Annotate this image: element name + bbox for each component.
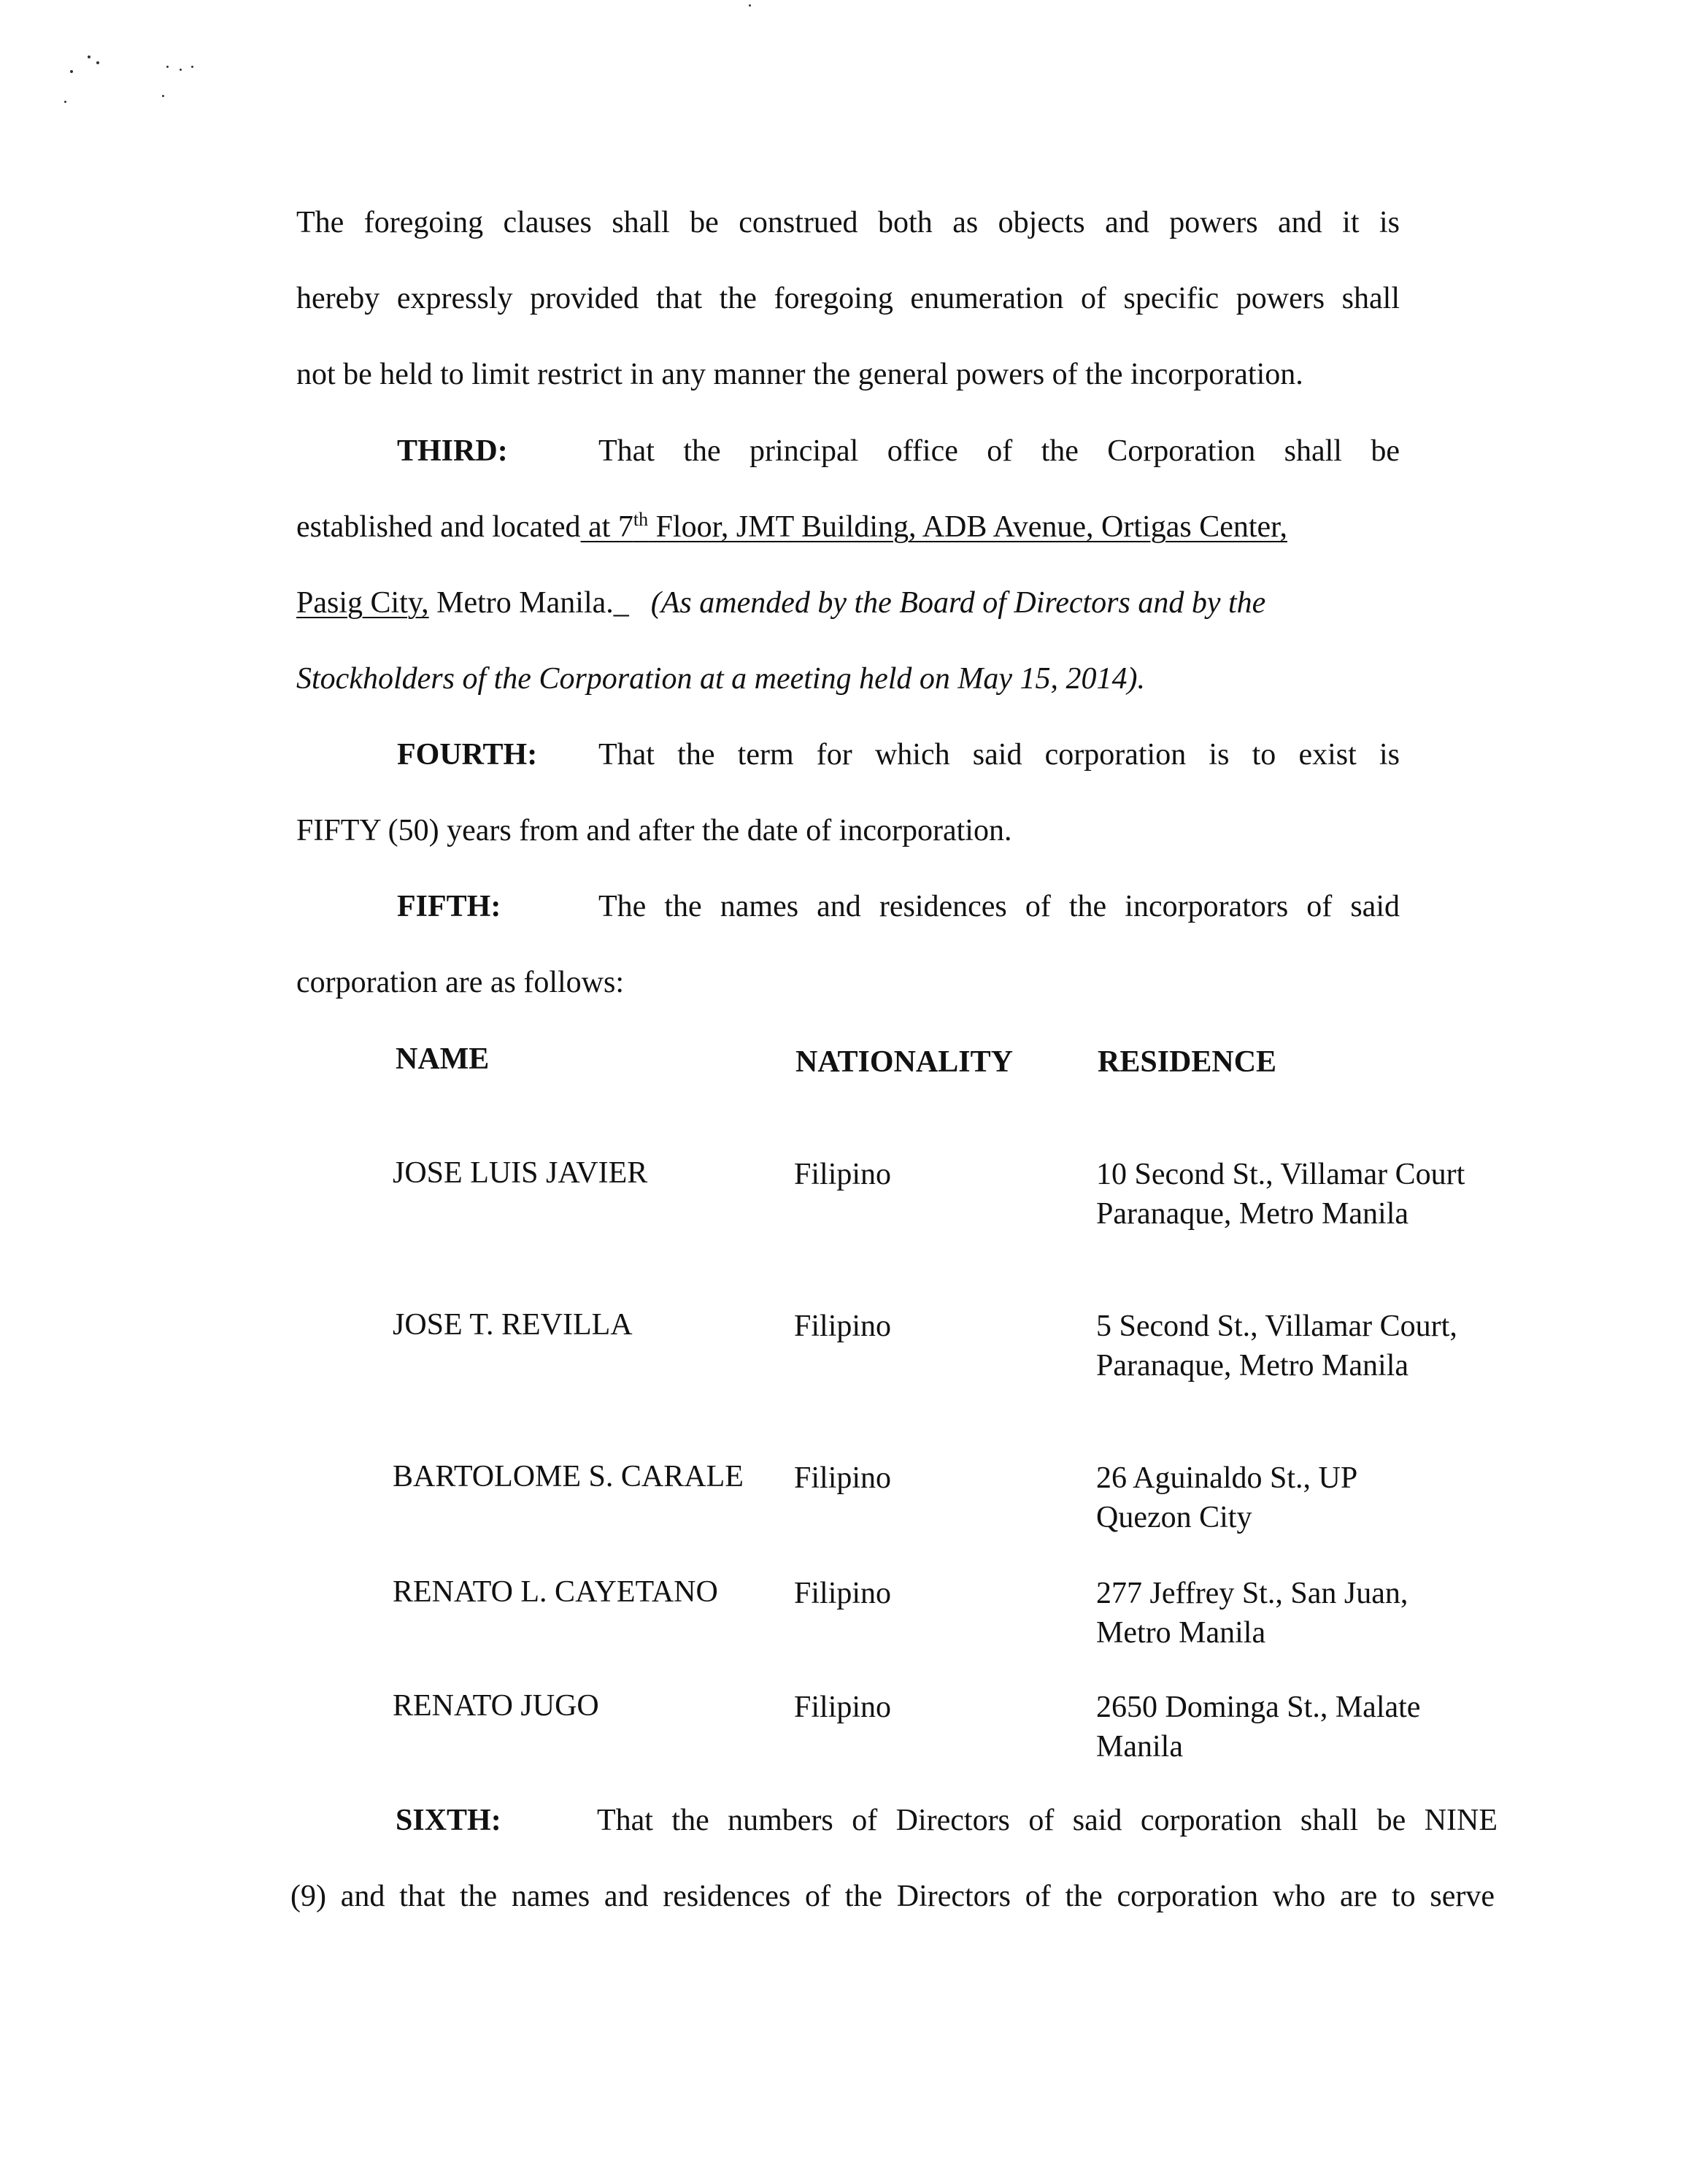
header-name: NAME — [396, 1042, 490, 1076]
incorporator-residence: 2650 Dominga St., Malate Manila — [1096, 1691, 1421, 1764]
incorporator-residence: 5 Second St., Villamar Court, Paranaque, Metro Manila — [1096, 1310, 1457, 1383]
amendment-note-continued: Stockholders of the Corporation at a meeting held on May 15, 2014). — [296, 662, 1146, 696]
third-label: THIRD: — [397, 434, 508, 468]
header-nationality: NATIONALITY — [795, 1045, 1013, 1079]
fourth-text: That the term for which said corporation is to exist is — [598, 738, 1400, 772]
incorporator-residence: 277 Jeffrey St., San Juan, Metro Manila — [1096, 1577, 1408, 1650]
incorporator-name: JOSE T. REVILLA — [393, 1308, 633, 1342]
scan-speck — [166, 66, 169, 68]
office-address — [581, 510, 1287, 544]
incorporator-residence: 26 Aguinaldo St., UP Quezon City — [1096, 1461, 1357, 1534]
sixth-continuation-line: (9) and that the names and residences of the Directors of the corporation who are to serve — [290, 1880, 1495, 1913]
third-clause-line — [296, 432, 1400, 470]
blank-mark: _ — [613, 586, 629, 620]
scan-speck — [70, 70, 73, 73]
scan-speck — [191, 66, 193, 68]
sixth-text: That the numbers of Directors of said corporation shall be NINE — [597, 1804, 1498, 1837]
scan-speck — [64, 101, 66, 103]
incorporator-nationality: Filipino — [794, 1691, 892, 1724]
paragraph-line: The foregoing clauses shall be construed both as objects and powers and it is — [296, 206, 1400, 239]
address-part: Floor, JMT Building, ADB Avenue, Ortigas Center, — [648, 510, 1287, 544]
scan-speck — [88, 55, 90, 58]
third-text: That the principal office of the Corporation shall be — [598, 434, 1400, 468]
incorporator-nationality: Filipino — [794, 1310, 892, 1343]
scan-speck — [180, 69, 182, 71]
address-part: at 7 — [580, 510, 633, 544]
scan-speck — [749, 4, 751, 7]
fifth-text: The the names and residences of the incorporators of said — [598, 890, 1400, 923]
fourth-term-line: FIFTY (50) years from and after the date of incorporation. — [296, 814, 1012, 847]
incorporator-nationality: Filipino — [794, 1158, 892, 1191]
fifth-intro-line: corporation are as follows: — [296, 966, 625, 999]
incorporator-name: RENATO L. CAYETANO — [393, 1575, 718, 1609]
incorporator-residence: 10 Second St., Villamar Court Paranaque, Metro Manila — [1096, 1158, 1465, 1231]
office-city: Pasig City, — [296, 586, 429, 620]
address-superscript: th — [633, 509, 649, 530]
incorporator-nationality: Filipino — [794, 1577, 892, 1610]
paragraph-line: not be held to limit restrict in any manner the general powers of the incorporation. — [296, 358, 1303, 391]
incorporator-nationality: Filipino — [794, 1461, 892, 1495]
incorporator-name: JOSE LUIS JAVIER — [393, 1156, 648, 1190]
incorporator-name: RENATO JUGO — [393, 1689, 599, 1723]
incorporator-name: BARTOLOME S. CARALE — [393, 1460, 744, 1493]
sixth-label: SIXTH: — [396, 1804, 501, 1837]
scan-speck — [162, 95, 164, 97]
third-city-line — [296, 584, 1265, 622]
sixth-clause-line — [290, 1802, 1498, 1839]
fourth-clause-line — [296, 736, 1400, 774]
header-residence: RESIDENCE — [1098, 1045, 1277, 1079]
fourth-label: FOURTH: — [397, 738, 538, 772]
fifth-label: FIFTH: — [397, 890, 501, 923]
fifth-clause-line — [296, 888, 1400, 926]
office-region: Metro Manila. — [428, 586, 614, 620]
scan-speck — [96, 61, 99, 64]
third-address-line — [296, 508, 1287, 546]
amendment-note: (As amended by the Board of Directors and by the — [650, 586, 1266, 620]
paragraph-line: hereby expressly provided that the foregoing enumeration of specific powers shall — [296, 282, 1400, 315]
third-address-intro: established and located — [296, 510, 581, 544]
